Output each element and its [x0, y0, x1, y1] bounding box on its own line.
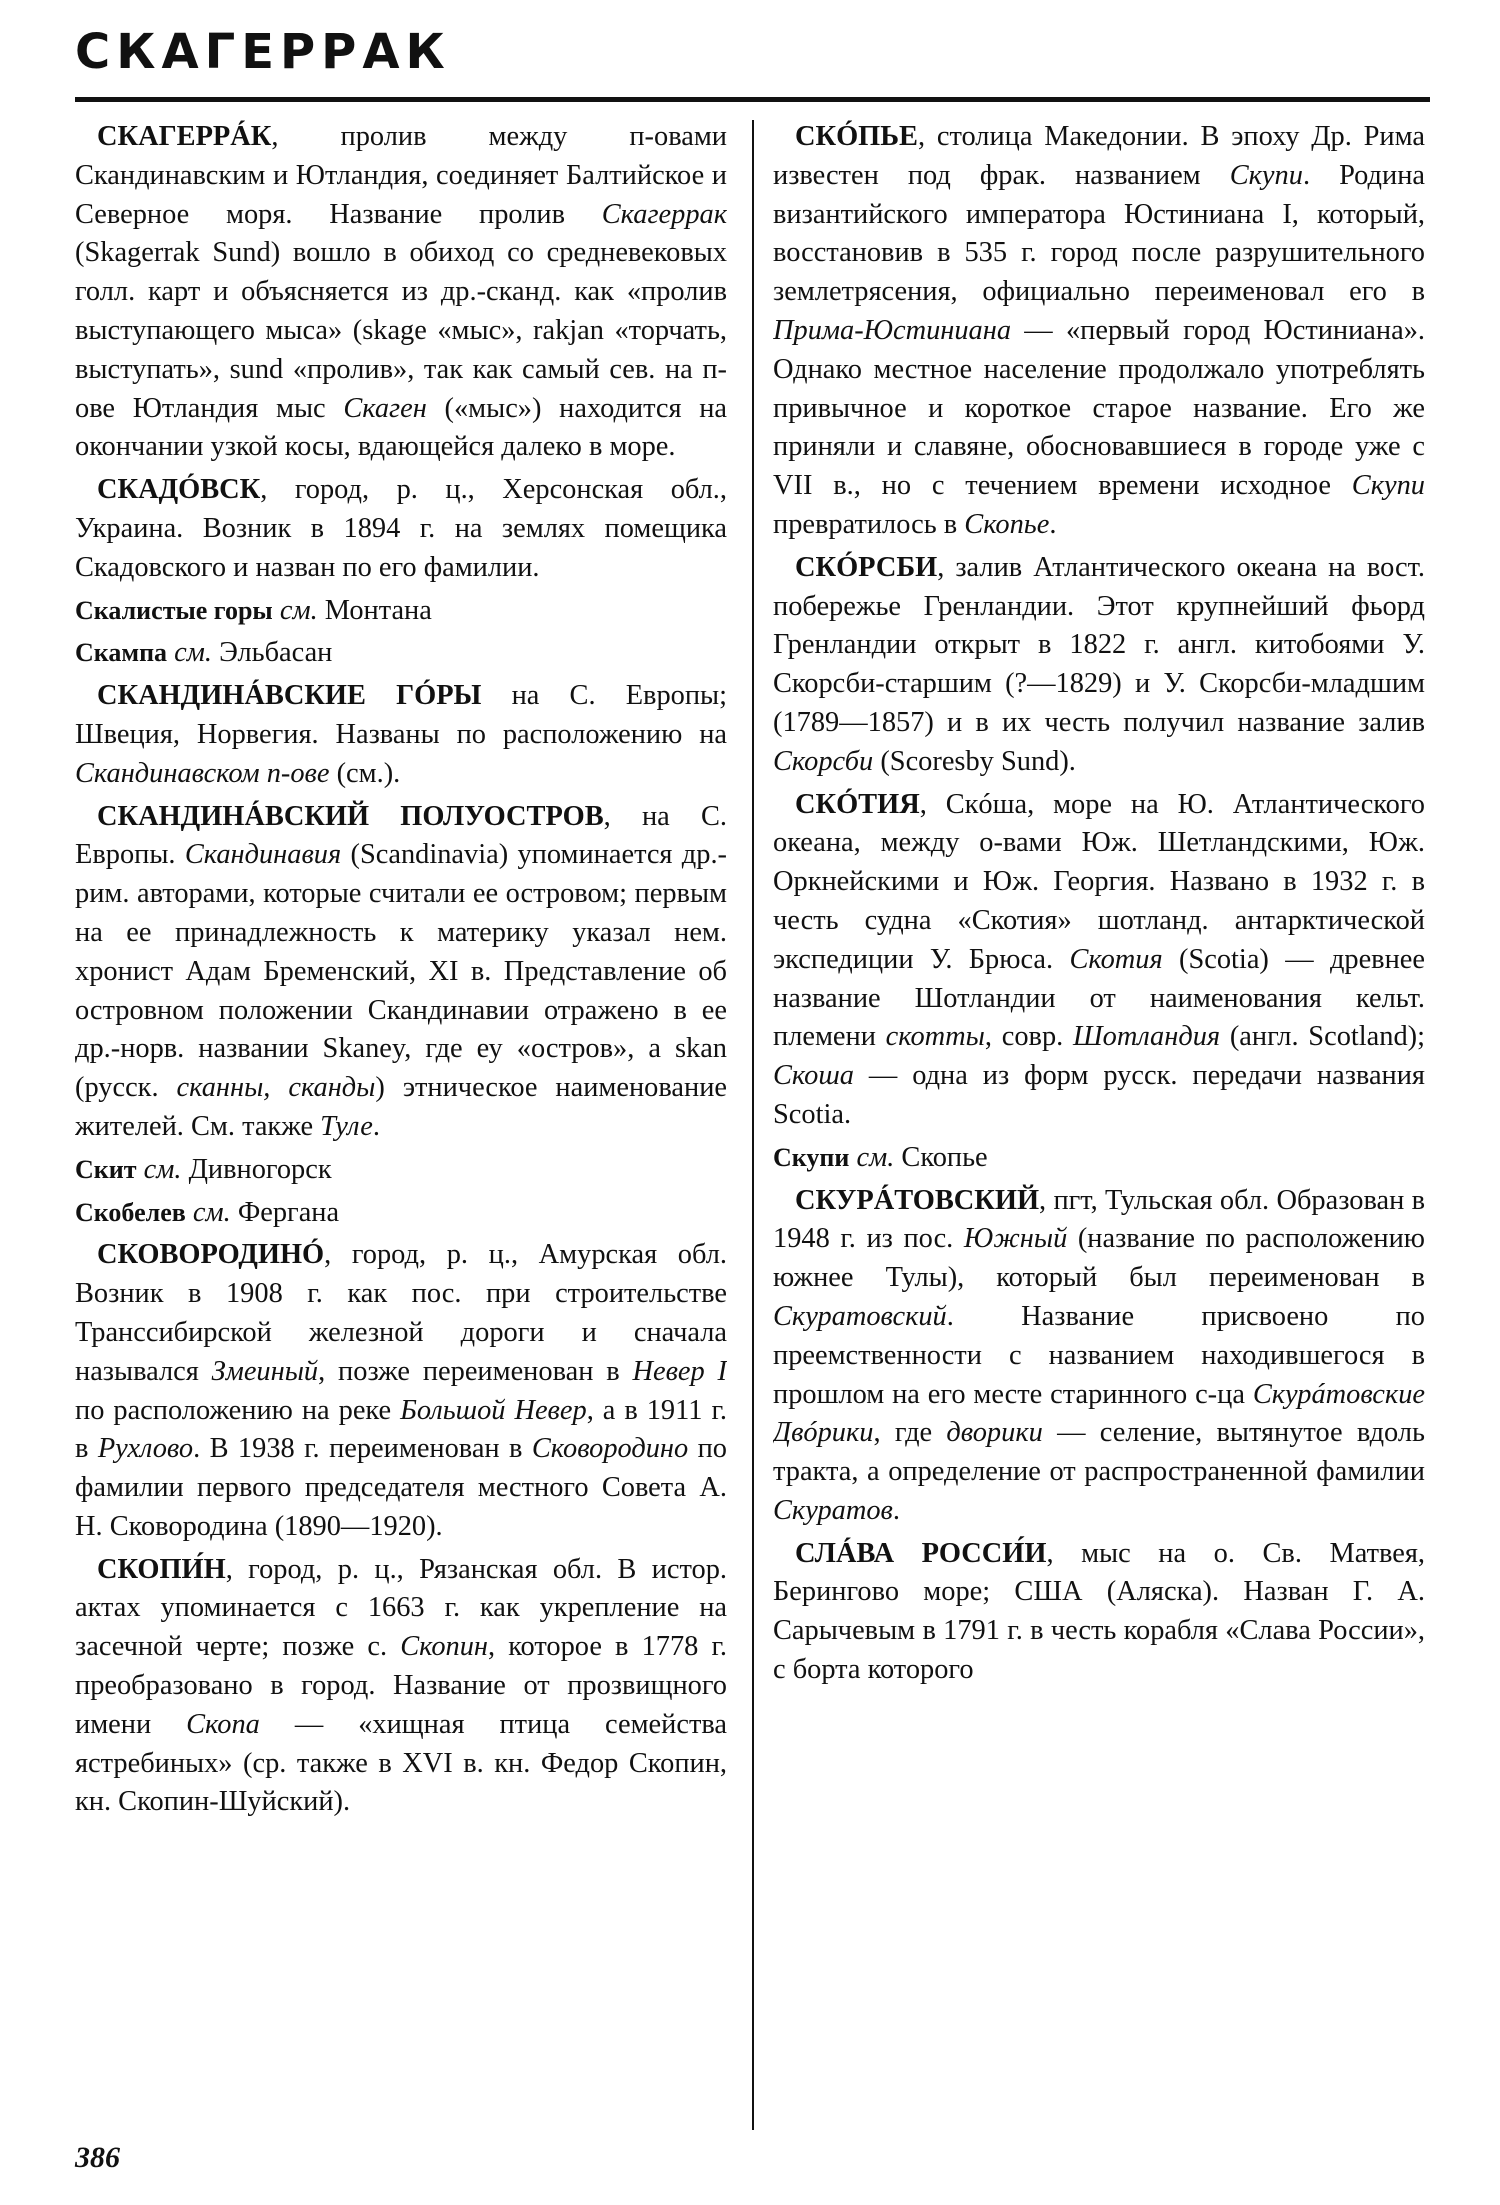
xref-skupi	[773, 1139, 1425, 1178]
xref-skalistye-gory	[75, 592, 727, 631]
headword: СКАНДИНÁВСКИЙ ПОЛУОСТРОВ	[97, 800, 604, 832]
page-number: 386	[75, 2141, 120, 2174]
headword: Скит	[75, 1154, 137, 1184]
headword: Скобелев	[75, 1197, 186, 1227]
entry-skandinavskiy-poluostrov: СКАНДИНÁВСКИЙ ПОЛУОСТРОВ, на С. Европы. Скандинавия (Scandinavia) упоминается др.-рим. авторами, которые считали ее островом; первым на ее принадлежность к материку указал нем. хронист Адам Бременский, XI в. Представление об островном положении Скандинавии отражено в ее др.-норв. названии Skaney, где еу «остров», а skan (русск. сканны, сканды) этническое наименование жителей. См. также Туле.	[75, 800, 727, 1142]
headword: Скампа	[75, 638, 168, 668]
column-divider	[752, 120, 754, 2130]
headword: СКОВОРОДИНÓ	[97, 1239, 325, 1271]
headword: СКОПИ́Н	[97, 1553, 226, 1585]
xref-target: Дивногорск	[188, 1153, 332, 1185]
entry-skandinavskie-gory: СКАНДИНÁВСКИЕ ГÓРЫ на С. Европы; Швеция, Норвегия. Названы по расположению на Скандинавском п-ове (см.).	[75, 680, 727, 789]
headword: СКÓРСБИ	[795, 551, 938, 583]
entry-skadovsk: СКАДÓВСК, город, р. ц., Херсонская обл., Украина. Возник в 1894 г. на землях помещика Скадовского и назван по его фамилии.	[75, 474, 727, 583]
see-marker: см.	[279, 594, 318, 626]
entry-skopin: СКОПИ́Н, город, р. ц., Рязанская обл. В истор. актах упоминается с 1663 г. как укрепление на засечной черте; позже с. Скопин, которое в 1778 г. преобразовано в город. Название от прозвищного имени Скопа — «хищная птица семейства ястребиных» (ср. также в XVI в. кн. Федор Скопин, кн. Скопин-Шуйский).	[75, 1553, 727, 1818]
entry-skagerrak: СКАГЕРРÁК, пролив между п-овами Скандинавским и Ютландия, соединяет Балтийское и Северное моря. Название пролив Скагеррак (Skagerrak Sund) вошло в обиход со средневековых голл. карт и объясняется из др.-сканд. как «пролив выступающего мыса» (skage «мыс», rakjan «торчать, выступать», sund «пролив», так как самый сев. на п-ове Ютландия мыс Скаген («мыс») находится на окончании узкой косы, вдающейся далеко в море.	[75, 121, 727, 463]
xref-target: Эльбасан	[219, 637, 333, 669]
left-column	[75, 118, 727, 2123]
headword: СКУРÁТОВСКИЙ	[795, 1184, 1040, 1216]
headword: СЛÁВА РОССИ́И	[795, 1537, 1047, 1569]
entry-skopje: СКÓПЬЕ, столица Македонии. В эпоху Др. Рима известен под фрак. названием Скупи. Родина византийского императора Юстиниана I, который, восстановив в 535 г. город после разрушительного землетрясения, официально переименовал его в Прима-Юстиниана — «первый город Юстиниана». Однако местное население продолжало употреблять привычное и короткое старое название. Его же приняли и славяне, обосновавшиеся в городе уже с VII в., но с течением времени исходное Скупи превратилось в Скопье.	[773, 121, 1425, 540]
xref-target: Скопье	[901, 1141, 988, 1173]
xref-skobelev	[75, 1194, 727, 1233]
running-header: СКАГЕРРАК	[75, 24, 451, 80]
entry-slava-rossii: СЛÁВА РОССИ́И, мыс на о. Св. Матвея, Берингово море; США (Аляска). Назван Г. А. Сарычевым в 1791 г. в честь корабля «Слава России», с борта которого	[773, 1537, 1425, 1686]
see-marker: см.	[143, 1153, 182, 1185]
right-column	[773, 118, 1425, 2123]
xref-target: Монтана	[324, 594, 432, 626]
xref-target: Фергана	[237, 1196, 340, 1228]
headword: СКÓТИЯ	[795, 788, 920, 820]
headword: СКАГЕРРÁК	[97, 121, 272, 152]
see-marker: см.	[192, 1196, 231, 1228]
xref-skampa	[75, 634, 727, 673]
headword: Скалистые горы	[75, 595, 273, 625]
see-marker: см.	[174, 637, 212, 669]
entry-scotia: СКÓТИЯ, Скóша, море на Ю. Атлантического океана, между о-вами Юж. Шетландскими, Юж. Оркнейскими и Юж. Георгия. Названо в 1932 г. в честь судна «Скотия» шотланд. антарктической экспедиции У. Брюса. Скотия (Scotia) — древнее название Шотландии от наименования кельт. племени скотты, совр. Шотландия (англ. Scotland); Скоша — одна из форм русск. передачи названия Scotia.	[773, 788, 1425, 1130]
headword: Скупи	[773, 1142, 850, 1172]
header-rule	[75, 97, 1430, 102]
entry-skuratovskiy: СКУРÁТОВСКИЙ, пгт, Тульская обл. Образован в 1948 г. из пос. Южный (название по расположению южнее Тулы), который был переименован в Скуратовский. Название присвоено по преемственности с названием находившегося в прошлом на его месте старинного с-ца Скурáтовские Двóрики, где дворики — селение, вытянутое вдоль тракта, а определение от распространенной фамилии Скуратов.	[773, 1184, 1425, 1526]
entry-scoresby: СКÓРСБИ, залив Атлантического океана на вост. побережье Гренландии. Этот крупнейший фьорд Гренландии открыт в 1822 г. англ. китобоями У. Скорсби-старшим (?—1829) и У. Скорсби-младшим (1789—1857) и в их честь получил название залив Скорсби (Scoresby Sund).	[773, 551, 1425, 777]
headword: СКÓПЬЕ	[795, 121, 918, 152]
xref-skit	[75, 1151, 727, 1190]
see-marker: см.	[856, 1141, 895, 1173]
headword: СКАДÓВСК	[97, 474, 261, 506]
headword: СКАНДИНÁВСКИЕ ГÓРЫ	[97, 680, 482, 712]
entry-skovorodino: СКОВОРОДИНÓ, город, р. ц., Амурская обл. Возник в 1908 г. как пос. при строительстве Транссибирской железной дороги и сначала назывался Змеиный, позже переименован в Невер I по расположению на реке Большой Невер, а в 1911 г. в Рухлово. В 1938 г. переименован в Сковородино по фамилии первого председателя местного Совета А. Н. Сковородина (1890—1920).	[75, 1239, 727, 1542]
